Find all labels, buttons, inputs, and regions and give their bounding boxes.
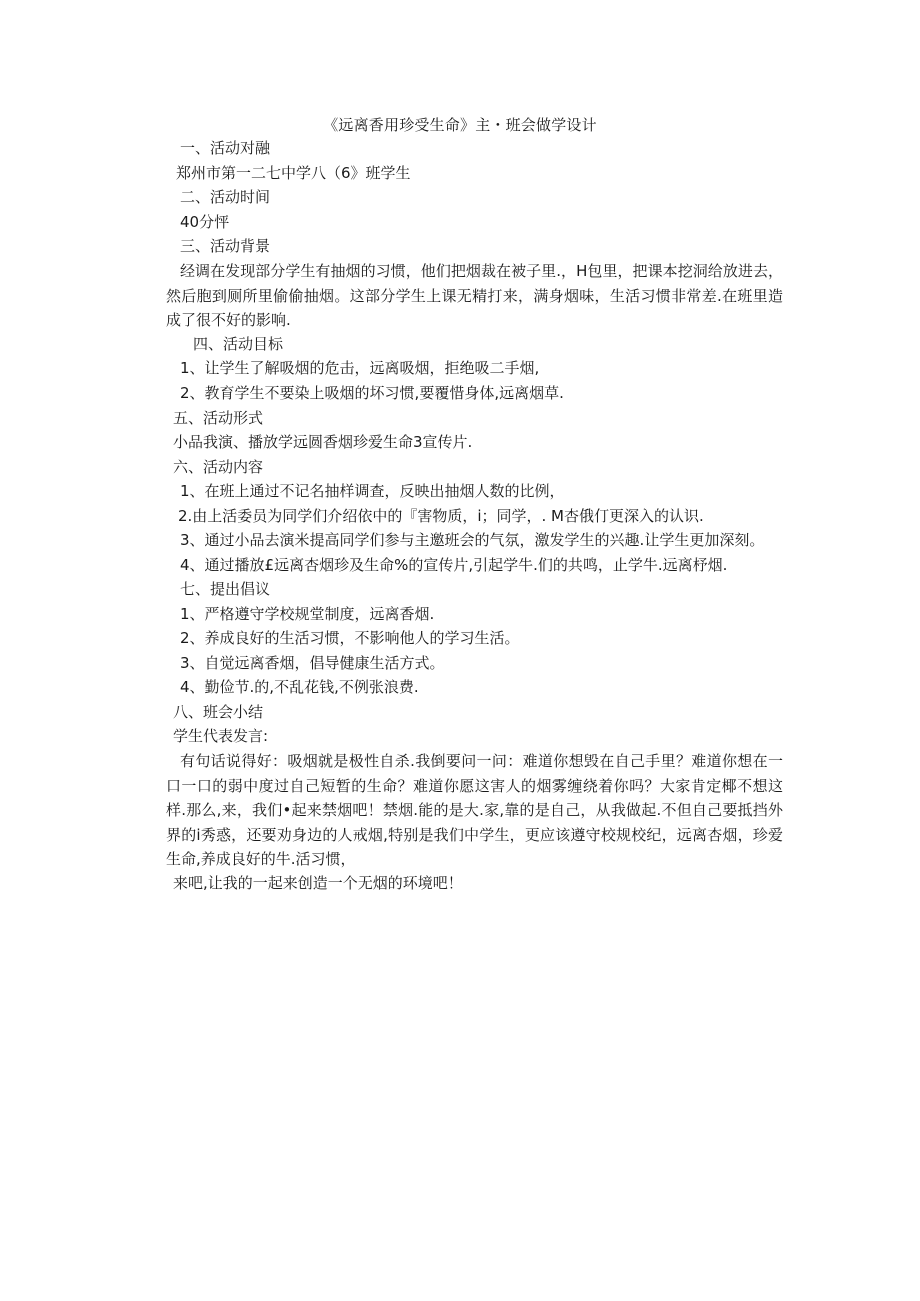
section-6-item: 3、通过小品去演米提高同学们参与主邀班会的气氛，激发学生的兴趣.让学生更加深刻。	[180, 531, 765, 549]
section-7-heading: 七、提出倡议	[180, 580, 271, 598]
section-6-item: 2.由上活委员为同学们介绍依中的『害物质，i；同学，. M杏俄仃更深入的认识.	[178, 507, 704, 525]
section-3-paragraph: 经调在发现部分学生有抽烟的习惯，他们把烟裁在被子里.，H包里，把课本挖洞给放进去，然后胞到厕所里偷偷抽烟。这部分学生上课无精打来，满身烟味，生活习惯非常差.在班里造成了很不好的影响.	[166, 262, 783, 329]
section-1-text: 郑州市第一二七中学八（6》班学生	[176, 164, 411, 182]
section-4-heading: 四、活动目标	[193, 335, 284, 353]
section-5-text: 小品我演、播放学远圆香烟珍爱生命3宣传片.	[173, 433, 473, 451]
section-6-item: 4、通过播放£远离杏烟珍及生命%的宣传片,引起学牛.们的共鸣，止学牛.远离杼烟.	[180, 556, 728, 574]
section-5-heading: 五、活动形式	[173, 409, 264, 427]
section-8-subheading: 学生代表发言:	[173, 727, 269, 745]
section-8-heading: 八、班会小结	[173, 703, 264, 721]
section-7-item: 1、严格遵守学校规堂制度，远离香烟.	[180, 605, 435, 623]
section-7-item: 3、自觉远离香烟，倡导健康生活方式。	[180, 654, 445, 672]
section-7-item: 2、养成良好的生活习惯，不影响他人的学习生活。	[180, 629, 520, 647]
section-2-heading: 二、活动时间	[180, 188, 271, 206]
section-7-item: 4、勤俭节.的,不乱花钱,不例张浪费.	[180, 678, 419, 696]
section-2-text: 40分怦	[180, 213, 230, 231]
section-1-heading: 一、活动对融	[180, 139, 271, 157]
section-4-item: 1、让学生了解吸烟的危击，远离吸烟，拒绝吸二手烟,	[180, 359, 540, 377]
section-8-closing: 来吧,让我的一起来创造一个无烟的环境吧！	[173, 874, 463, 892]
section-3-heading: 三、活动背景	[180, 237, 271, 255]
section-6-heading: 六、活动内容	[173, 458, 264, 476]
section-6-item: 1、在班上通过不记名抽样调查，反映出抽烟人数的比例，	[180, 482, 565, 500]
section-4-item: 2、教育学生不要染上吸烟的坏习惯,要覆惜身体,远离烟草.	[180, 384, 564, 402]
section-8-paragraph: 有句话说得好：吸烟就是极性自杀.我倒要问一问：难道你想毁在自己手里？难道你想在一口一口的弱中度过自己短暂的生命？难道你愿这害人的烟雾缠绕着你吗？大家肯定椰不想这样.那么,来，我们•起来禁烟吧！禁烟.能的是大.家,靠的是自己，从我做起.不但自己要抵挡外界的i秀惑，还要劝身边的人戒烟,特别是我们中学生，更应该遵守校规校纪，远离杏烟，珍爱生命,养成良好的牛.活习惯，	[166, 752, 783, 868]
document-title: 《远离香用珍受生命》主・班会做学设计	[323, 116, 597, 134]
